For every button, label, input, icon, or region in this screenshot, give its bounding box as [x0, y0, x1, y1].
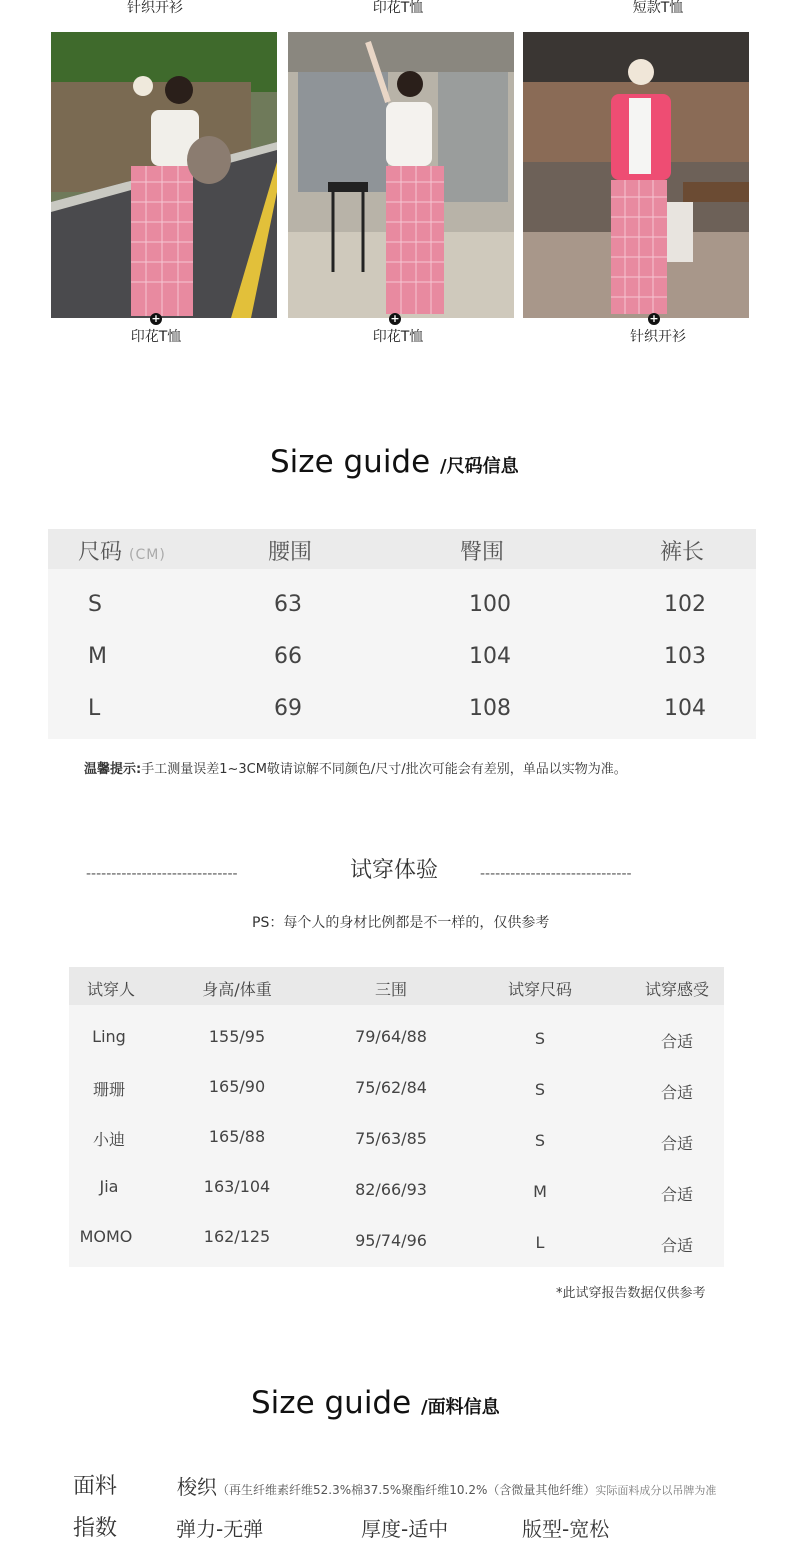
tip-label: 温馨提示:	[84, 762, 142, 777]
fitting-header-height-weight: 身高/体重	[202, 980, 272, 999]
outfit-1-bottom-label: 印花T恤	[130, 329, 182, 345]
fitting-row-4-measurements: 82/66/93	[355, 1180, 427, 1199]
fabric-guide-title: Size guide	[251, 1385, 412, 1421]
tip-body: 手工测量误差1~3CM敬请谅解不同颜色/尺寸/批次可能会有差别，单品以实物为准。	[141, 762, 627, 777]
fabric-thickness: 厚度-适中	[361, 1517, 449, 1541]
fabric-guide-heading	[251, 1385, 500, 1421]
fitting-row-4-height-weight: 163/104	[203, 1177, 271, 1196]
fitting-row-2-height-weight: 165/90	[208, 1077, 266, 1096]
size-row-s-size: S	[88, 592, 102, 617]
fitting-header-size: 试穿尺码	[507, 980, 572, 999]
outfit-photo-2	[288, 32, 514, 318]
size-guide-heading	[270, 444, 519, 480]
fitting-row-3-height-weight: 165/88	[208, 1127, 266, 1146]
fitting-row-3-person: 小迪	[92, 1130, 125, 1149]
size-row-s-length: 102	[664, 592, 706, 617]
fitting-row-5-size: L	[535, 1233, 545, 1252]
size-row-l-hip: 108	[469, 696, 511, 721]
fabric-index-label: 指数	[73, 1516, 118, 1541]
fitting-row-4-size: M	[533, 1182, 547, 1201]
fitting-row-2-measurements: 75/62/84	[355, 1078, 427, 1097]
fitting-row-5-feeling: 合适	[660, 1236, 693, 1255]
size-row-m-length: 103	[664, 644, 706, 669]
fitting-row-1-size: S	[534, 1029, 546, 1048]
fitting-row-4-person: Jia	[99, 1177, 119, 1196]
fitting-row-2-person: 珊珊	[92, 1080, 125, 1099]
outfit-1-top-label: 针织开衫	[127, 0, 183, 16]
outfit-3-bottom-label: 针织开衫	[630, 329, 686, 345]
size-header-size	[78, 535, 166, 566]
fitting-divider-right: ------------------------------	[480, 866, 632, 882]
fitting-row-4-feeling: 合适	[660, 1185, 693, 1204]
size-header-hip: 臀围	[460, 540, 505, 565]
fitting-header-feeling: 试穿感受	[644, 980, 709, 999]
outfit-3-top-label: 短款T恤	[632, 0, 684, 16]
fitting-header-measurements: 三围	[374, 980, 407, 999]
size-row-m-waist: 66	[274, 644, 302, 669]
fitting-row-3-size: S	[534, 1131, 546, 1150]
fitting-row-2-size: S	[534, 1080, 546, 1099]
fitting-row-1-measurements: 79/64/88	[355, 1027, 427, 1046]
outfit-2-bottom-label: 印花T恤	[372, 329, 424, 345]
fabric-material-label: 面料	[73, 1474, 118, 1499]
fitting-row-1-person: Ling	[92, 1027, 126, 1046]
size-row-l-waist: 69	[274, 696, 302, 721]
size-header-unit: (CM)	[129, 547, 166, 563]
size-row-m-size: M	[88, 644, 107, 669]
size-row-m-hip: 104	[469, 644, 511, 669]
fitting-row-5-measurements: 95/74/96	[355, 1231, 427, 1250]
fabric-elasticity: 弹力-无弹	[176, 1517, 264, 1541]
fabric-guide-subtitle: /面料信息	[421, 1397, 500, 1418]
fabric-material-detail: （再生纤维素纤维52.3%棉37.5%聚酯纤维10.2%（含微量其他纤维）	[217, 1483, 596, 1497]
outfit-2-plus-icon: +	[390, 312, 400, 325]
fitting-row-5-height-weight: 162/125	[203, 1227, 271, 1246]
size-row-l-size: L	[88, 696, 101, 721]
size-header-length: 裤长	[660, 540, 705, 565]
fitting-header-person: 试穿人	[86, 980, 135, 999]
size-header-waist: 腰围	[268, 540, 313, 565]
fitting-row-3-measurements: 75/63/85	[355, 1129, 427, 1148]
outfit-photo-1	[51, 32, 277, 318]
size-table	[48, 529, 756, 739]
fitting-table	[69, 967, 724, 1267]
fitting-ps: PS：每个人的身材比例都是不一样的，仅供参考	[252, 915, 550, 931]
tip-text	[84, 758, 627, 777]
outfit-1-plus-icon: +	[151, 312, 161, 325]
fitting-row-3-feeling: 合适	[660, 1134, 693, 1153]
fitting-note: *此试穿报告数据仅供参考	[556, 1286, 706, 1301]
fabric-material-row	[177, 1471, 716, 1500]
fabric-fit: 版型-宽松	[522, 1517, 610, 1541]
size-header-size-label: 尺码	[78, 540, 123, 565]
outfit-2-top-label: 印花T恤	[372, 0, 424, 16]
size-row-s-waist: 63	[274, 592, 302, 617]
outfit-photo-3	[523, 32, 749, 318]
size-guide-subtitle: /尺码信息	[440, 456, 519, 477]
fitting-row-1-height-weight: 155/95	[208, 1027, 266, 1046]
fitting-title: 试穿体验	[350, 858, 439, 883]
fitting-row-5-person: MOMO	[79, 1227, 133, 1246]
fabric-material-value: 梭织	[177, 1475, 217, 1499]
size-guide-title: Size guide	[270, 444, 431, 480]
fitting-row-2-feeling: 合适	[660, 1083, 693, 1102]
outfit-3-plus-icon: +	[649, 312, 659, 325]
size-row-s-hip: 100	[469, 592, 511, 617]
size-row-l-length: 104	[664, 696, 706, 721]
fabric-material-note: 实际面料成分以吊牌为准	[595, 1484, 717, 1497]
fitting-row-1-feeling: 合适	[660, 1032, 693, 1051]
fitting-divider-left: ------------------------------	[86, 866, 238, 882]
